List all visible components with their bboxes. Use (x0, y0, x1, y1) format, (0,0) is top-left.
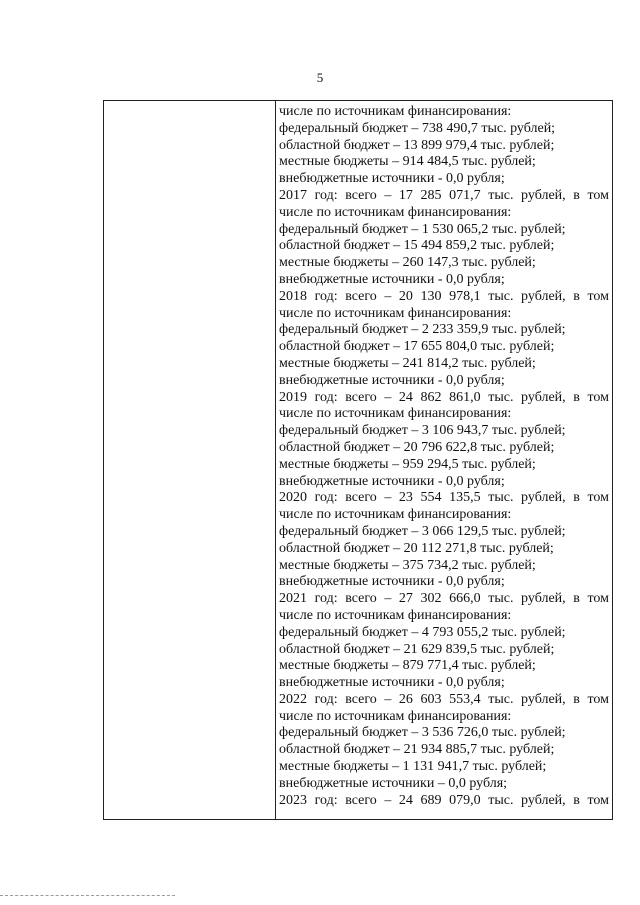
funding-text-cell (279, 104, 609, 809)
text-line: внебюджетные источники - 0,0 рубля; (279, 372, 505, 388)
text-line: областной бюджет – 15 494 859,2 тыс. рублей; (279, 238, 555, 254)
text-line: местные бюджеты – 914 484,5 тыс. рублей; (279, 154, 536, 170)
column-divider (275, 101, 276, 819)
text-line: федеральный бюджет – 2 233 359,9 тыс. рублей; (279, 322, 566, 338)
text-line: внебюджетные источники - 0,0 рубля; (279, 271, 505, 287)
text-line: 2022 год: всего – 26 603 553,4 тыс. рублей, в том (279, 691, 609, 707)
text-line: федеральный бюджет – 3 536 726,0 тыс. рублей; (279, 725, 566, 741)
text-line: внебюджетные источники – 0,0 рубля; (279, 775, 508, 791)
text-line: областной бюджет – 20 112 271,8 тыс. рублей; (279, 540, 554, 556)
text-line: числе по источникам финансирования: (279, 406, 512, 422)
text-line: числе по источникам финансирования: (279, 305, 512, 321)
text-line: 2018 год: всего – 20 130 978,1 тыс. рублей, в том (279, 288, 609, 304)
page-number: 5 (316, 70, 324, 85)
text-line: местные бюджеты – 375 734,2 тыс. рублей; (279, 557, 536, 573)
text-line: 2023 год: всего – 24 689 079,0 тыс. рублей, в том (279, 792, 609, 808)
text-line: областной бюджет – 13 899 979,4 тыс. рублей; (279, 137, 555, 153)
text-line: числе по источникам финансирования: (279, 104, 512, 119)
text-line: федеральный бюджет – 3 106 943,7 тыс. рублей; (279, 423, 566, 439)
text-line: федеральный бюджет – 3 066 129,5 тыс. рублей; (279, 523, 566, 539)
text-line: областной бюджет – 21 629 839,5 тыс. рублей; (279, 641, 555, 657)
text-line: 2019 год: всего – 24 862 861,0 тыс. рублей, в том (279, 389, 609, 405)
document-table (103, 100, 613, 820)
text-line: федеральный бюджет – 738 490,7 тыс. рублей; (279, 120, 556, 136)
text-line: областной бюджет – 21 934 885,7 тыс. рублей; (279, 742, 555, 758)
text-line: внебюджетные источники - 0,0 рубля; (279, 473, 505, 489)
text-line: 2021 год: всего – 27 302 666,0 тыс. рублей, в том (279, 591, 609, 607)
text-line: местные бюджеты – 241 814,2 тыс. рублей; (279, 355, 536, 371)
text-line: областной бюджет – 17 655 804,0 тыс. рублей; (279, 339, 555, 355)
text-line: числе по источникам финансирования: (279, 708, 512, 724)
text-line: федеральный бюджет – 1 530 065,2 тыс. рублей; (279, 221, 566, 237)
text-line: местные бюджеты – 260 147,3 тыс. рублей; (279, 255, 536, 271)
footer-rule (0, 895, 175, 896)
text-line: внебюджетные источники - 0,0 рубля; (279, 675, 505, 691)
text-line: числе по источникам финансирования: (279, 607, 512, 623)
text-line: 2017 год: всего – 17 285 071,7 тыс. рублей, в том (279, 187, 609, 203)
text-line: внебюджетные источники - 0,0 рубля; (279, 574, 505, 590)
text-line: 2020 год: всего – 23 554 135,5 тыс. рублей, в том (279, 490, 609, 506)
text-line: областной бюджет – 20 796 622,8 тыс. рублей; (279, 439, 555, 455)
text-line: местные бюджеты – 959 294,5 тыс. рублей; (279, 456, 536, 472)
text-line: внебюджетные источники - 0,0 рубля; (279, 171, 505, 187)
text-line: местные бюджеты – 879 771,4 тыс. рублей; (279, 658, 536, 674)
text-line: числе по источникам финансирования: (279, 507, 512, 523)
text-line: числе по источникам финансирования: (279, 204, 512, 220)
text-line: федеральный бюджет – 4 793 055,2 тыс. рублей; (279, 624, 566, 640)
text-line: местные бюджеты – 1 131 941,7 тыс. рублей; (279, 759, 547, 775)
